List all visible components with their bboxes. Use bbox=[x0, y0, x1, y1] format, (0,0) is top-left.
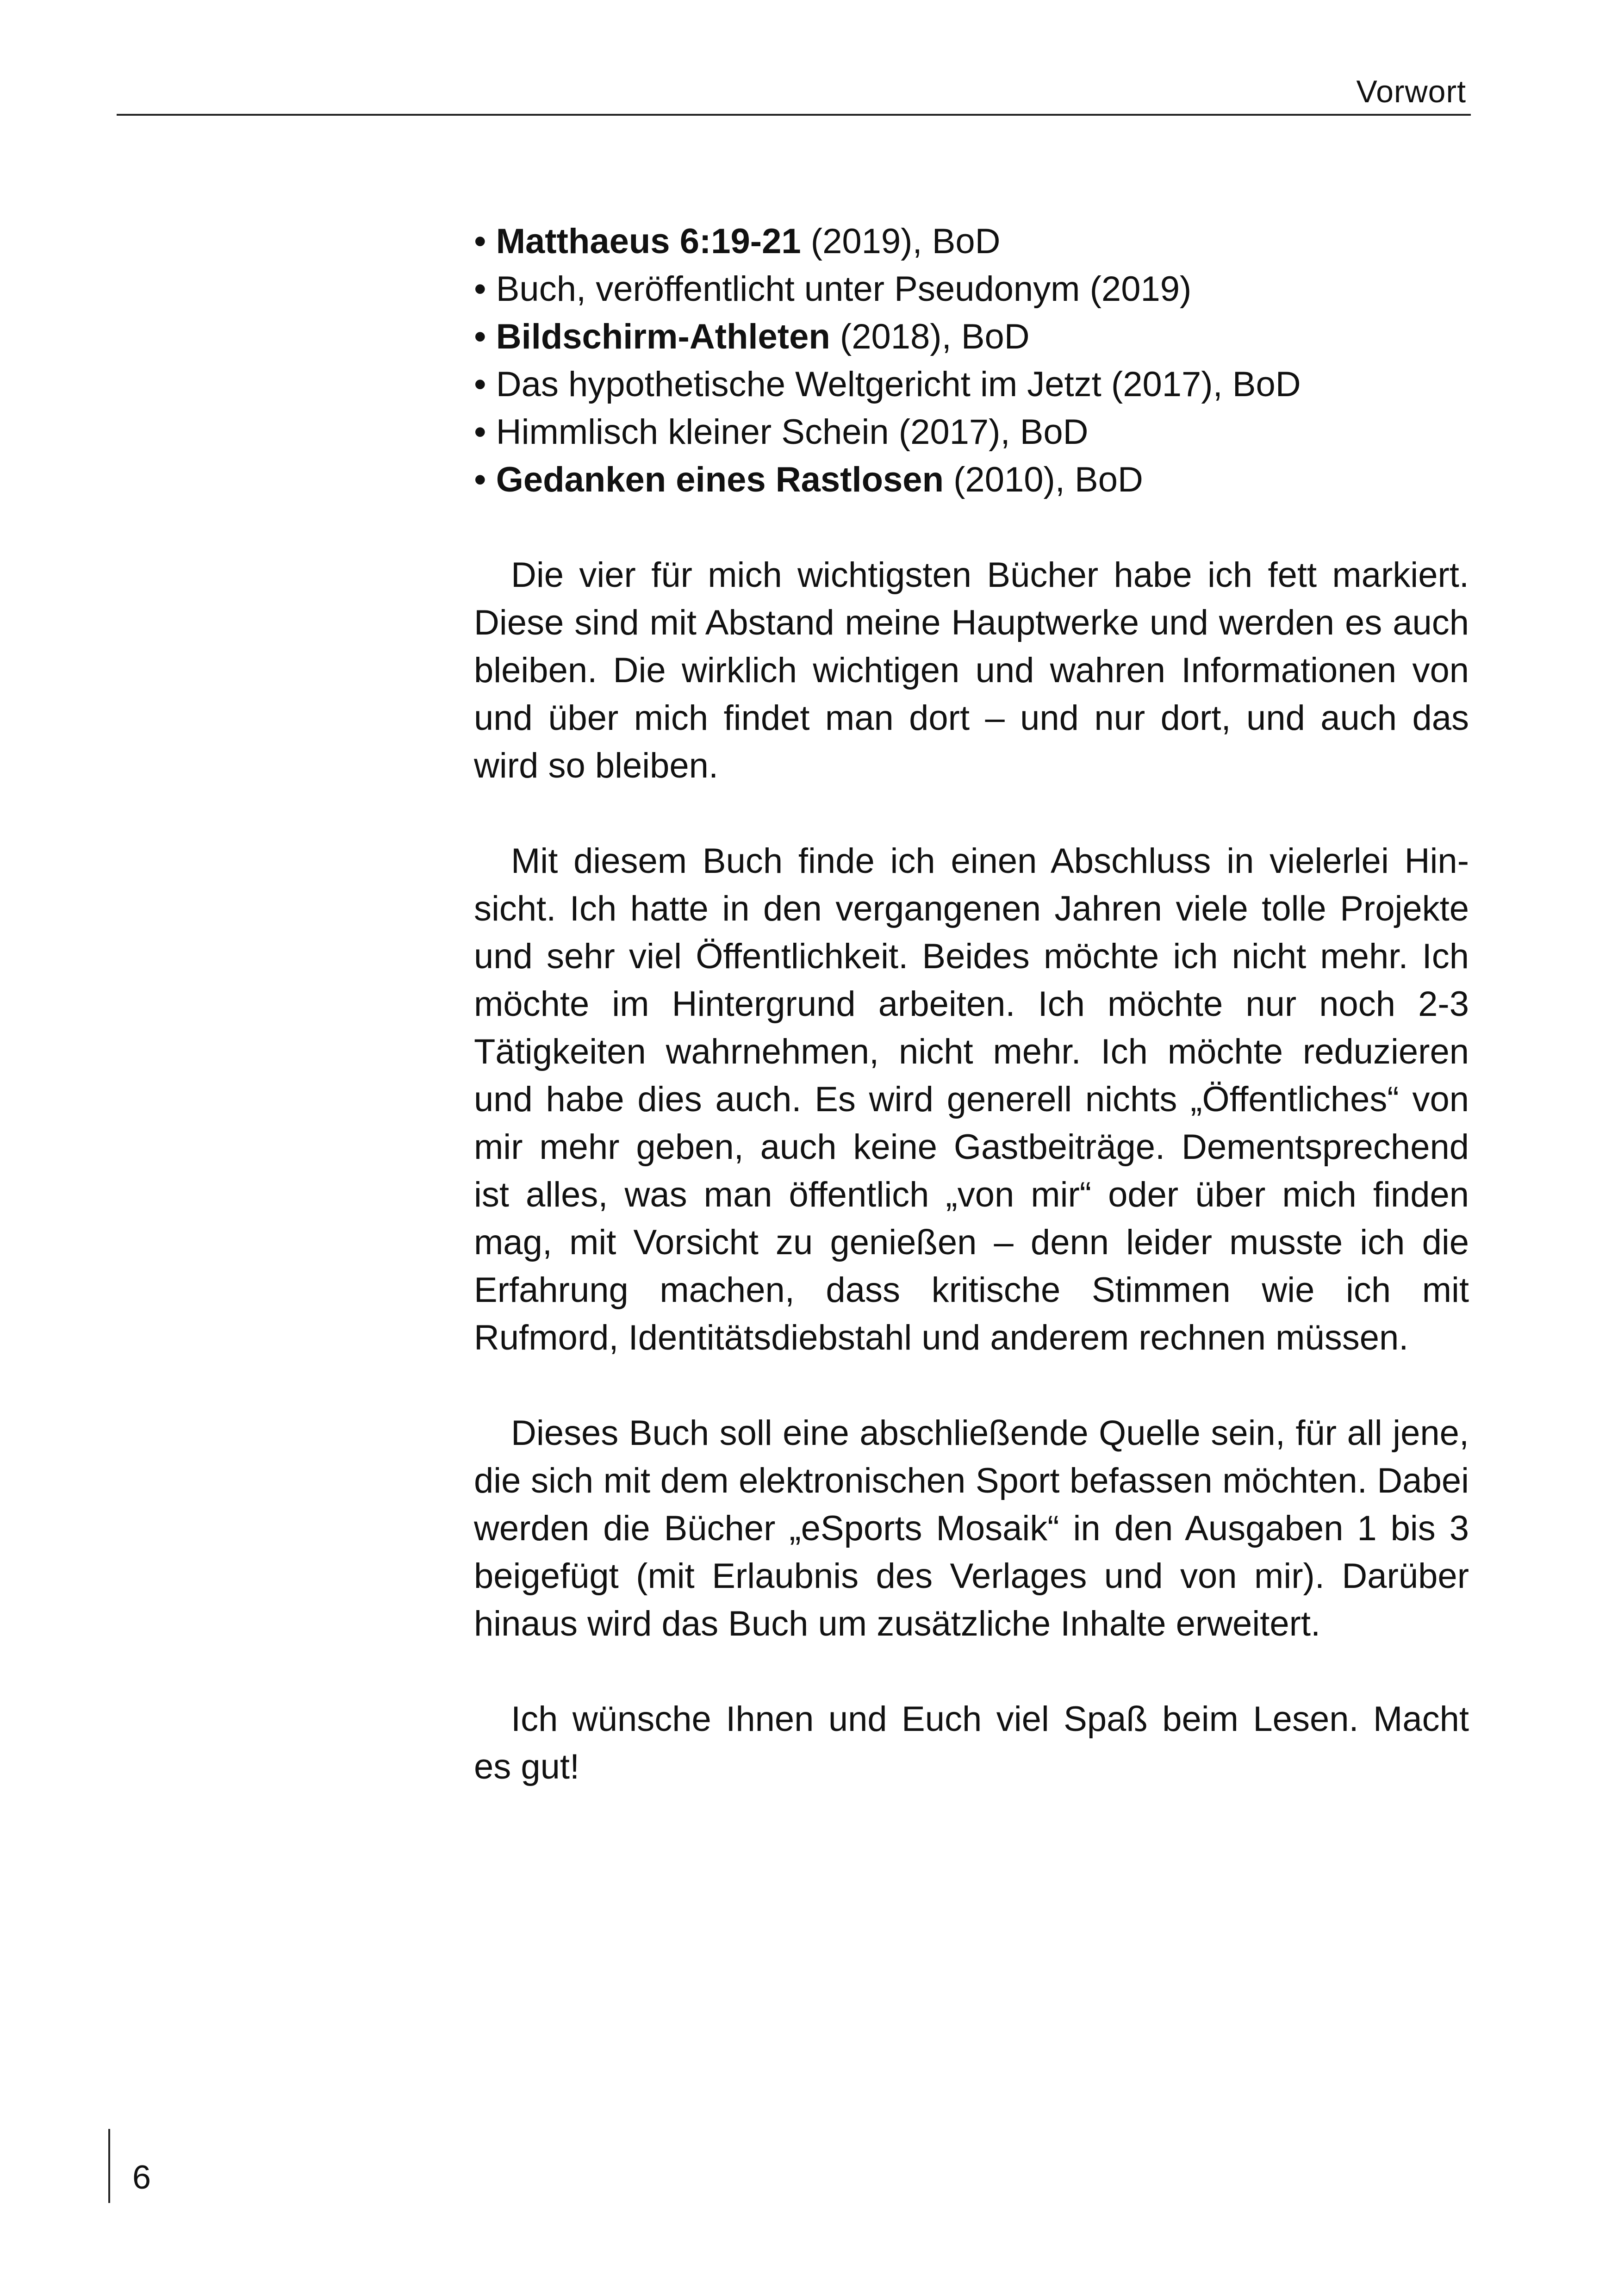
publication-detail: (2019) bbox=[1080, 269, 1192, 309]
page-number: 6 bbox=[132, 2159, 151, 2196]
publication-detail: (2018), BoD bbox=[830, 317, 1030, 356]
list-item bbox=[474, 313, 1469, 361]
publication-list bbox=[474, 218, 1469, 504]
publication-title: Himmlisch kleiner Schein bbox=[496, 412, 889, 452]
publication-title: Matthaeus 6:19-21 bbox=[496, 222, 801, 261]
list-item bbox=[474, 408, 1469, 456]
bullet: • bbox=[474, 317, 486, 356]
list-item bbox=[474, 218, 1469, 265]
running-header bbox=[117, 69, 1471, 116]
publication-title: Buch, veröffentlicht unter Pseudonym bbox=[496, 269, 1080, 309]
running-title: Vorwort bbox=[1356, 74, 1466, 109]
paragraph-farewell: Ich wünsche Ihnen und Euch viel Spaß beim Lesen. Macht es gut! bbox=[474, 1699, 1469, 1786]
bullet: • bbox=[474, 269, 486, 309]
list-item bbox=[474, 361, 1469, 408]
publication-detail: (2019), BoD bbox=[801, 222, 1001, 261]
publication-title: Das hypothetische Weltgericht im Jetzt bbox=[496, 365, 1101, 404]
paragraph-closure: Mit diesem Buch finde ich einen Abschluss in vielerlei Hinsicht. Ich hatte in den vergangenen Jahren viele tolle Projekte und sehr viel Öffentlichkeit. Beides möchte ich nicht mehr. Ich möchte im Hintergrund arbeiten. Ich möchte nur noch 2-3 Tätigkeiten wahrnehmen, nicht mehr. Ich möchte reduzieren und habe dies auch. Es wird generell nichts „Öffentliches“ von mir mehr geben, auch keine Gastbeiträge. Dementsprechend ist alles, was man öffentlich „von mir“ oder über mich finden mag, mit Vorsicht zu genießen – denn leider musste ich die Erfahrung machen, dass kritische Stimmen wie ich mit Rufmord, Identitätsdiebstahl und anderem rechnen müssen. bbox=[474, 841, 1469, 1357]
list-item bbox=[474, 265, 1469, 313]
bullet: • bbox=[474, 365, 486, 404]
publication-title: Bildschirm-Athleten bbox=[496, 317, 830, 356]
bullet: • bbox=[474, 460, 486, 499]
publication-title: Gedanken eines Rastlosen bbox=[496, 460, 944, 499]
publication-detail: (2017), BoD bbox=[1101, 365, 1301, 404]
publication-detail: (2017), BoD bbox=[889, 412, 1089, 452]
paragraph-book-purpose: Dieses Buch soll eine abschließende Quelle sein, für all jene, die sich mit dem elektronischen Sport befassen möchten. Dabei werden die Bücher „eSports Mosaik“ in den Ausgaben 1 bis 3 beigefügt (mit Erlaubnis des Verlages und von mir). Darüber hinaus wird das Buch um zusätzliche Inhalte erweitert. bbox=[474, 1413, 1469, 1643]
body-text bbox=[474, 218, 1469, 1791]
bullet: • bbox=[474, 222, 486, 261]
list-item bbox=[474, 456, 1469, 504]
publication-detail: (2010), BoD bbox=[944, 460, 1143, 499]
bullet: • bbox=[474, 412, 486, 452]
page-number-rule bbox=[108, 2129, 110, 2203]
paragraph-main-works: Die vier für mich wichtigsten Bücher habe ich fett markiert. Diese sind mit Abstand meine Hauptwerke und werden es auch bleiben. Die wirklich wichtigen und wahren Informationen von und über mich findet man dort – und nur dort, und auch das wird so bleiben. bbox=[474, 555, 1469, 785]
